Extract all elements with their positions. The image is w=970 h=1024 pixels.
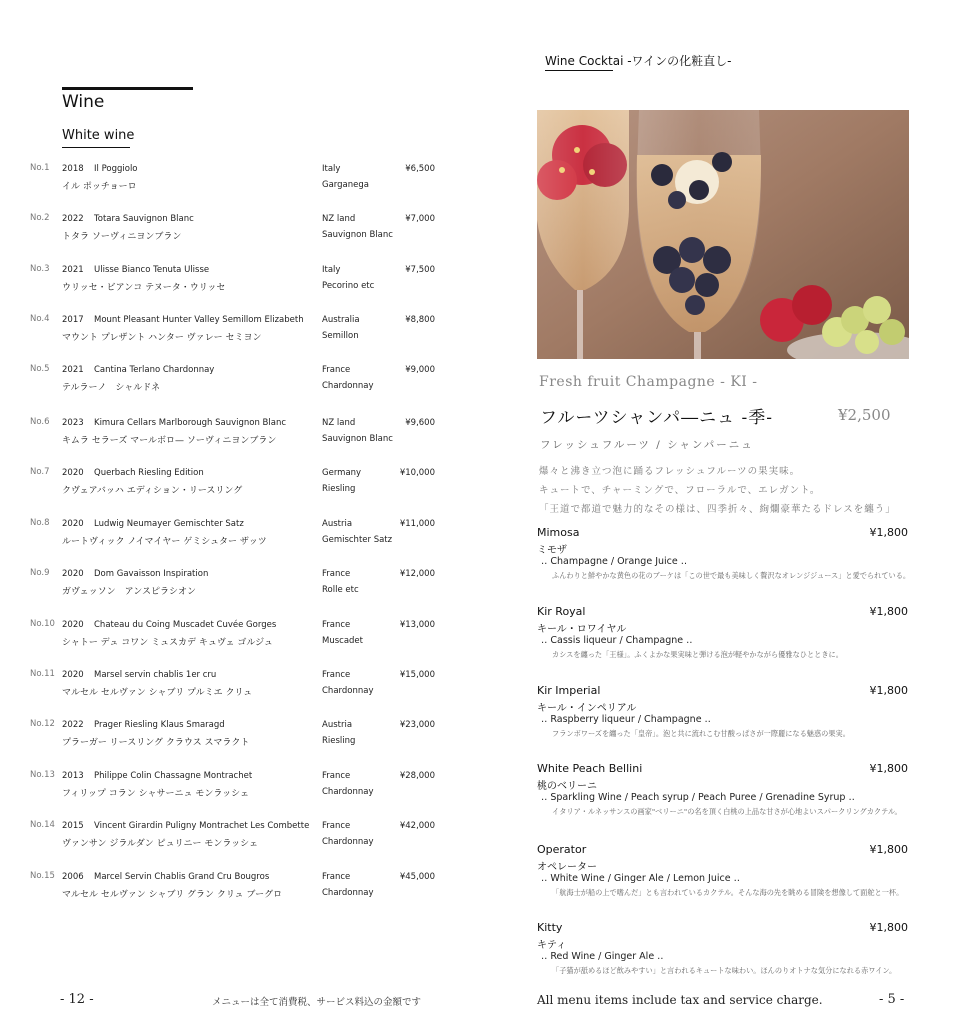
white-wine-underline — [62, 147, 130, 148]
cocktail-description: イタリア・ルネッサンスの画家"ベリーニ"の名を頂く白桃の上品な甘さが心地よいスパークリングカクテル。 — [552, 807, 902, 816]
wine-price: ¥15,000 — [399, 670, 435, 680]
wine-vintage: 2020 — [62, 569, 84, 579]
wine-grape: Chardonnay — [322, 381, 374, 391]
cocktail-name-kana: キティ — [537, 940, 567, 951]
wine-grape: Chardonnay — [322, 787, 374, 797]
wine-vintage: 2006 — [62, 872, 84, 882]
wine-vintage: 2021 — [62, 365, 84, 375]
wine-country: France — [322, 771, 351, 781]
wine-grape: Semillon — [322, 331, 359, 341]
cocktail-price: ¥1,800 — [869, 526, 908, 539]
cocktail-name-kana: キール・インペリアル — [537, 703, 637, 714]
cocktail-ingredients: ‥ Cassis liqueur / Champagne ‥ — [541, 635, 693, 646]
wine-number: No.4 — [30, 314, 50, 324]
wine-name-kana: ルートヴィック ノイマイヤー ゲミシュター ザッツ — [62, 537, 267, 547]
wine-name-kana: キムラ セラーズ マールボロ— ソーヴィニヨンブラン — [62, 436, 277, 446]
wine-vintage: 2020 — [62, 519, 84, 529]
wine-price: ¥28,000 — [399, 771, 435, 781]
wine-name-kana: トタラ ソーヴィニヨンブラン — [62, 232, 182, 242]
cocktail-name-kana: オペレーター — [537, 862, 597, 873]
wine-vintage: 2018 — [62, 164, 84, 174]
wine-name-line — [62, 265, 209, 275]
wine-row — [0, 467, 470, 499]
wine-number: No.14 — [30, 820, 55, 830]
cocktail-price: ¥1,800 — [869, 843, 908, 856]
wine-country: France — [322, 620, 351, 630]
wine-grape: Gemischter Satz — [322, 535, 393, 545]
wine-country: Austria — [322, 720, 353, 730]
cocktail-ingredients: ‥ White Wine / Ginger Ale / Lemon Juice ‥ — [541, 873, 740, 884]
wine-country: Italy — [322, 265, 341, 275]
wine-row — [0, 264, 470, 296]
wine-vintage: 2022 — [62, 720, 84, 730]
wine-number: No.8 — [30, 518, 50, 528]
wine-row — [0, 314, 470, 346]
wine-vintage: 2013 — [62, 771, 84, 781]
cocktail-item — [0, 843, 970, 913]
cocktail-name-kana: キール・ロワイヤル — [537, 624, 627, 635]
wine-vintage: 2020 — [62, 670, 84, 680]
cocktail-item — [0, 921, 970, 991]
wine-country: France — [322, 670, 351, 680]
feature-description-line: キュートで、チャーミングで、フローラルで、エレガント。 — [539, 485, 821, 496]
cocktail-description: ふんわりと鮮やかな黄色の花のブーケは「この世で最も美味しく贅沢なオレンジジュース」と愛でられている。 — [552, 571, 911, 580]
wine-name-kana: マルセル セルヴァン シャブリ プルミエ クリュ — [62, 688, 253, 698]
wine-grape: Riesling — [322, 484, 356, 494]
wine-name: Vincent Girardin Puligny Montrachet Les Combette — [94, 821, 310, 831]
wine-name-kana: フィリップ コラン シャサーニュ モンラッシェ — [62, 789, 249, 799]
wine-number: No.5 — [30, 364, 50, 374]
cocktail-item — [0, 762, 970, 832]
cocktail-name-kana: 桃のベリーニ — [537, 781, 597, 792]
wine-grape: Chardonnay — [322, 888, 374, 898]
wine-price: ¥9,000 — [405, 365, 435, 375]
wine-country: France — [322, 569, 351, 579]
wine-name-line — [62, 315, 304, 325]
wine-name: Dom Gavaisson Inspiration — [94, 569, 209, 579]
cocktail-ingredients: ‥ Red Wine / Ginger Ale ‥ — [541, 951, 664, 962]
wine-name: Ludwig Neumayer Gemischter Satz — [94, 519, 244, 529]
wine-name-kana: ヴァンサン ジラルダン ピュリニー モンラッシェ — [62, 839, 258, 849]
wine-grape: Chardonnay — [322, 837, 374, 847]
wine-number: No.1 — [30, 163, 50, 173]
cocktail-name: Operator — [537, 843, 587, 856]
wine-price: ¥10,000 — [399, 468, 435, 478]
wine-number: No.3 — [30, 264, 50, 274]
cocktail-name: Kir Imperial — [537, 684, 601, 697]
wine-row — [0, 163, 470, 195]
wine-grape: Riesling — [322, 736, 356, 746]
cocktail-ingredients: ‥ Sparkling Wine / Peach syrup / Peach Puree / Grenadine Syrup ‥ — [541, 792, 855, 803]
wine-price: ¥7,500 — [405, 265, 435, 275]
wine-name-kana: マウント プレザント ハンター ヴァレー セミヨン — [62, 333, 262, 343]
wine-country: France — [322, 365, 351, 375]
wine-vintage: 2023 — [62, 418, 84, 428]
wine-name: Marcel Servin Chablis Grand Cru Bougros — [94, 872, 270, 882]
wine-country: France — [322, 821, 351, 831]
wine-price: ¥42,000 — [399, 821, 435, 831]
wine-number: No.6 — [30, 417, 50, 427]
wine-name-line — [62, 214, 194, 224]
feature-price: ¥2,500 — [838, 406, 891, 424]
wine-number: No.7 — [30, 467, 50, 477]
wine-grape: Chardonnay — [322, 686, 374, 696]
wine-number: No.15 — [30, 871, 55, 881]
wine-country: NZ land — [322, 214, 356, 224]
champagne-photo — [537, 110, 909, 359]
left-page-number: - 12 - — [60, 992, 94, 1007]
wine-name-line — [62, 468, 204, 478]
wine-name: Kimura Cellars Marlborough Sauvignon Blanc — [94, 418, 287, 428]
cocktail-description: カシスを纏った「王様」。ふくよかな果実味と弾ける泡が軽やかながら優雅なひとときに。 — [552, 650, 843, 659]
wine-number: No.13 — [30, 770, 55, 780]
cocktail-price: ¥1,800 — [869, 605, 908, 618]
wine-name: Querbach Riesling Edition — [94, 468, 204, 478]
wine-name-kana: ガヴェッソン アンスピラシオン — [62, 587, 197, 597]
wine-price: ¥45,000 — [399, 872, 435, 882]
wine-grape: Muscadet — [322, 636, 363, 646]
wine-number: No.12 — [30, 719, 55, 729]
wine-name-kana: シャトー デュ コワン ミュスカデ キュヴェ ゴルジュ — [62, 638, 273, 648]
wine-country: Austria — [322, 519, 353, 529]
wine-grape: Sauvignon Blanc — [322, 230, 393, 240]
right-page-number: - 5 - — [879, 992, 905, 1007]
wine-name: Totara Sauvignon Blanc — [94, 214, 194, 224]
wine-vintage: 2020 — [62, 620, 84, 630]
cocktail-price: ¥1,800 — [869, 762, 908, 775]
wine-name-kana: イル ポッチョーロ — [62, 182, 137, 192]
wine-name-kana: ウリッセ・ビアンコ テヌータ・ウリッセ — [62, 283, 226, 293]
wine-vintage: 2022 — [62, 214, 84, 224]
wine-name: Prager Riesling Klaus Smaragd — [94, 720, 225, 730]
wine-name-kana: テルラーノ シャルドネ — [62, 383, 161, 393]
feature-title-kana: フルーツシャンパ―ニュ -季- — [540, 408, 774, 428]
wine-vintage: 2017 — [62, 315, 84, 325]
wine-vintage: 2015 — [62, 821, 84, 831]
wine-name: Mount Pleasant Hunter Valley Semillom Elizabeth — [94, 315, 304, 325]
wine-price: ¥7,000 — [405, 214, 435, 224]
wine-grape: Garganega — [322, 180, 369, 190]
wine-vintage: 2020 — [62, 468, 84, 478]
cocktail-item — [0, 605, 970, 675]
wine-name: Philippe Colin Chassagne Montrachet — [94, 771, 253, 781]
wine-country: Australia — [322, 315, 360, 325]
wine-price: ¥11,000 — [399, 519, 435, 529]
feature-description-line: 「王道で都道で魅力的なその様は、四季折々、絢爛豪華たるドレスを纏う」 — [539, 504, 896, 515]
wine-name-kana: マルセル セルヴァン シャブリ グラン クリュ ブーグロ — [62, 890, 283, 900]
wine-row — [0, 213, 470, 245]
wine-country: NZ land — [322, 418, 356, 428]
cocktail-item — [0, 526, 970, 596]
wine-name-line — [62, 164, 138, 174]
wine-name: Marsel servin chablis 1er cru — [94, 670, 217, 680]
wine-name-line — [62, 418, 286, 428]
wine-price: ¥13,000 — [399, 620, 435, 630]
cocktail-price: ¥1,800 — [869, 684, 908, 697]
cocktail-description: フランボワーズを纏った「皇帝」。泡と共に流れこむ甘酸っぱさが一際麗になる魅惑の果実。 — [552, 729, 850, 738]
wine-title-rule — [62, 87, 193, 90]
wine-number: No.10 — [30, 619, 55, 629]
wine-grape: Pecorino etc — [322, 281, 375, 291]
tax-note-jp: メニューは全て消費税、サービス料込の金額です — [212, 997, 422, 1008]
wine-row — [0, 364, 470, 396]
wine-section-title: Wine — [62, 92, 105, 112]
wine-price: ¥23,000 — [399, 720, 435, 730]
feature-title-en: Fresh fruit Champagne - KI - — [539, 374, 758, 390]
wine-price: ¥8,800 — [405, 315, 435, 325]
white-wine-heading: White wine — [62, 128, 135, 143]
cocktail-ingredients: ‥ Raspberry liqueur / Champagne ‥ — [541, 714, 711, 725]
wine-name-line — [62, 365, 214, 375]
cocktail-title-underline — [545, 70, 613, 71]
wine-country: Germany — [322, 468, 362, 478]
cocktail-item — [0, 684, 970, 754]
wine-price: ¥9,600 — [405, 418, 435, 428]
cocktail-description: 「子猫が舐めるほど飲みやすい」と言われるキュートな味わい。ほんのりオトナな気分になれる赤ワイン。 — [552, 966, 897, 975]
wine-grape: Sauvignon Blanc — [322, 434, 393, 444]
wine-grape: Rolle etc — [322, 585, 359, 595]
wine-country: Italy — [322, 164, 341, 174]
cocktail-name-kana: ミモザ — [537, 545, 567, 556]
wine-name: Chateau du Coing Muscadet Cuvée Gorges — [94, 620, 277, 630]
wine-price: ¥12,000 — [399, 569, 435, 579]
wine-country: France — [322, 872, 351, 882]
wine-number: No.11 — [30, 669, 55, 679]
wine-name: Il Poggiolo — [94, 164, 138, 174]
cocktail-name: White Peach Bellini — [537, 762, 643, 775]
wine-name: Ulisse Bianco Tenuta Ulisse — [94, 265, 210, 275]
wine-name-kana: クヴェアバッハ エディション・リースリング — [62, 486, 243, 496]
cocktail-name: Kir Royal — [537, 605, 586, 618]
cocktail-name: Kitty — [537, 921, 563, 934]
cocktail-name: Mimosa — [537, 526, 580, 539]
feature-subtitle: フレッシュフルーツ / シャンパーニュ — [540, 439, 754, 451]
wine-number: No.2 — [30, 213, 50, 223]
feature-description-line: 爆々と沸き立つ泡に踊るフレッシュフルーツの果実味。 — [539, 466, 801, 477]
cocktail-price: ¥1,800 — [869, 921, 908, 934]
cocktail-ingredients: ‥ Champagne / Orange Juice ‥ — [541, 556, 688, 567]
wine-row — [0, 417, 470, 449]
wine-vintage: 2021 — [62, 265, 84, 275]
wine-number: No.9 — [30, 568, 50, 578]
wine-price: ¥6,500 — [405, 164, 435, 174]
cocktail-description: 「航海士が船の上で嗜んだ」とも言われているカクテル。そんな海の先を眺める冒険を想像して面舵と一杯。 — [552, 888, 904, 897]
tax-note-en: All menu items include tax and service charge. — [537, 993, 823, 1007]
wine-name-kana: プラーガー リースリング クラウス スマラクト — [62, 738, 250, 748]
cocktail-section-title: Wine Cocktai -ワインの化粧直し- — [545, 54, 732, 68]
wine-name: Cantina Terlano Chardonnay — [94, 365, 215, 375]
